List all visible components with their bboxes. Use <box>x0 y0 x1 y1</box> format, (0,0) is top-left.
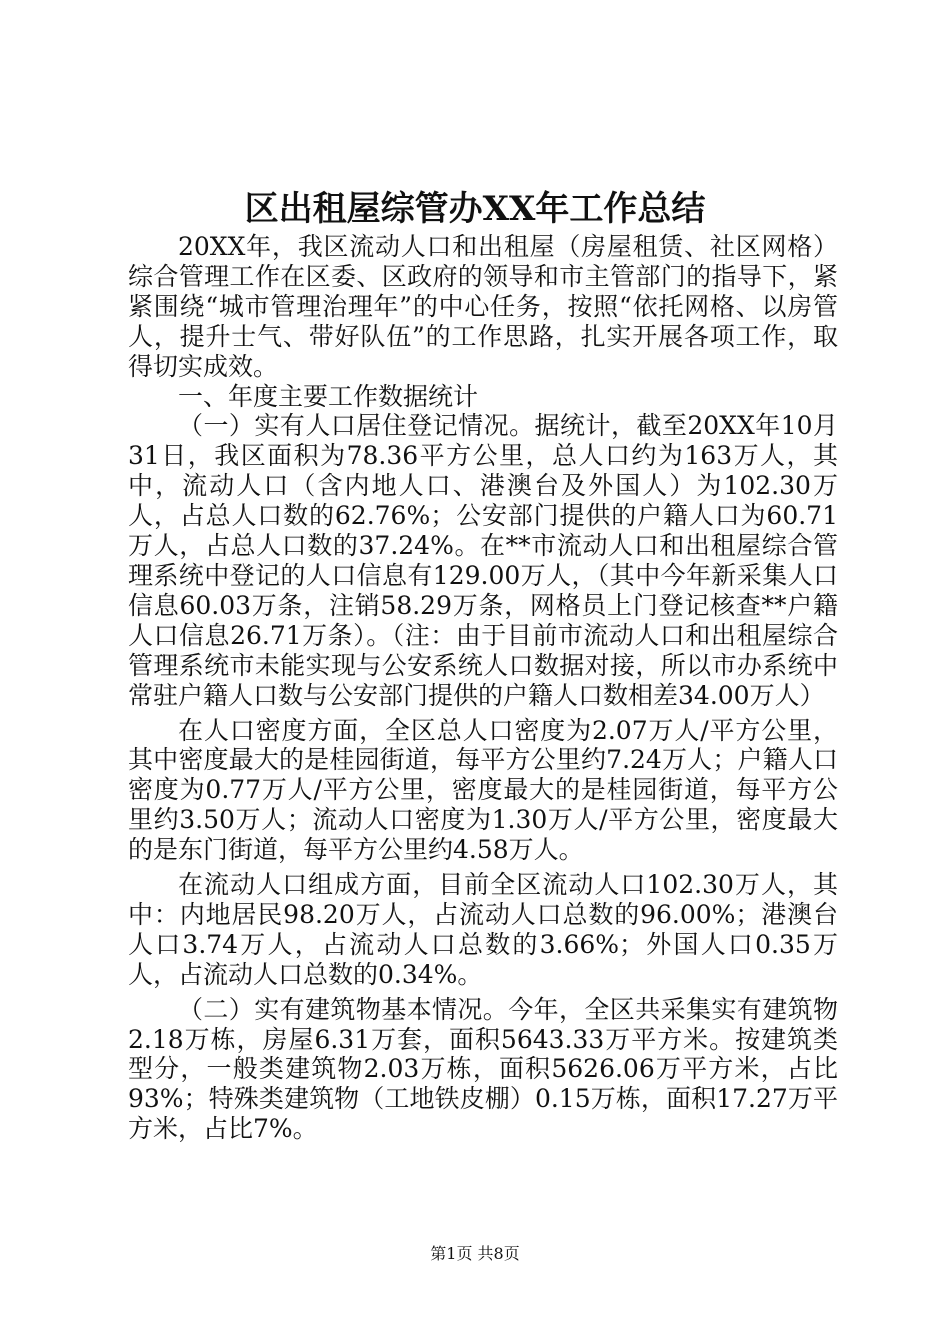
document-title: 区出租屋综管办XX年工作总结 <box>244 189 706 229</box>
section-heading: 一、年度主要工作数据统计 <box>178 381 479 411</box>
population-paragraph: （一）实有人口居住登记情况。据统计，截至20XX年10月31日，我区面积为78.36平方公里，总人口约为163万人，其中，流动人口（含内地人口、港澳台及外国人）为102.30万人，占总人口数的62.76%；公安部门提供的户籍人口为60.71万人，占总人口数的37.24%。在**市流动人口和出租屋综合管理系统中登记的人口信息有129.00万人，（其中今年新采集人口信息60.03万条，注销58.29万条，网格员上门登记核查**户籍人口信息26.71万条）。（注：由于目前市流动人口和出租屋综合管理系统市未能实现与公安系统人口数据对接，所以市办系统中常驻户籍人口数与公安部门提供的户籍人口数相差34.00万人） <box>128 411 838 710</box>
composition-paragraph: 在流动人口组成方面，目前全区流动人口102.30万人，其中：内地居民98.20万人，占流动人口总数的96.00%；港澳台人口3.74万人，占流动人口总数的3.66%；外国人口0.35万人，占流动人口总数的0.34%。 <box>128 870 838 989</box>
document-body <box>128 232 838 1144</box>
intro-paragraph: 20XX年，我区流动人口和出租屋（房屋租赁、社区网格）综合管理工作在区委、区政府的领导和市主管部门的指导下，紧紧围绕“城市管理治理年”的中心任务，按照“依托网格、以房管人，提升士气、带好队伍”的工作思路，扎实开展各项工作，取得切实成效。 <box>128 232 838 381</box>
buildings-paragraph: （二）实有建筑物基本情况。今年，全区共采集实有建筑物2.18万栋，房屋6.31万套，面积5643.33万平方米。按建筑类型分，一般类建筑物2.03万栋，面积5626.06万平方米，占比93%；特殊类建筑物（工地铁皮棚）0.15万栋，面积17.27万平方米，占比7%。 <box>128 994 838 1144</box>
density-paragraph: 在人口密度方面，全区总人口密度为2.07万人/平方公里，其中密度最大的是桂园街道，每平方公里约7.24万人；户籍人口密度为0.77万人/平方公里，密度最大的是桂园街道，每平方公里约3.50万人；流动人口密度为1.30万人/平方公里，密度最大的是东门街道，每平方公里约4.58万人。 <box>128 715 838 865</box>
page-number: 第1页 共8页 <box>430 1244 520 1263</box>
